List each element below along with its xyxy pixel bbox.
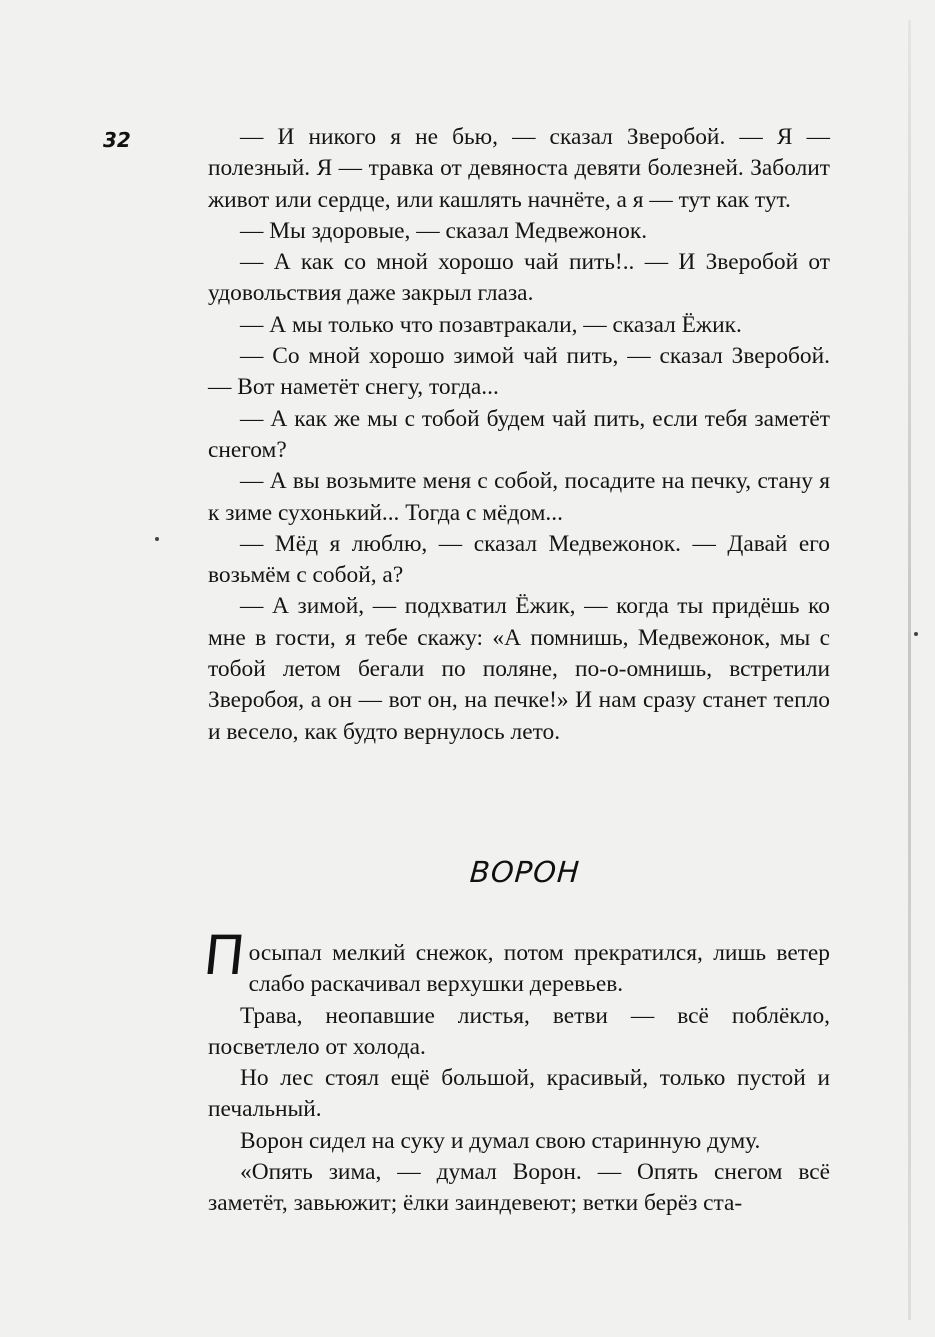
paragraph: — А вы возьмите меня с собой, посадите на печку, стану я к зиме сухонький... Тогда с мёдом... — [208, 468, 830, 526]
paragraph: — А как со мной хорошо чай пить!.. — И Зверобой от удовольствия даже закрыл глаза. — [208, 249, 830, 307]
page-number: 32 — [103, 128, 131, 152]
paragraph: — А как же мы с тобой будем чай пить, если тебя заметёт снегом? — [208, 405, 830, 463]
story-text-bottom — [200, 924, 830, 1220]
paragraph: — Мёд я люблю, — сказал Медвежонок. — Давай его возьмём с собой, а? — [208, 530, 830, 589]
story-text-top — [208, 122, 830, 748]
page-edge-shadow — [908, 20, 911, 1320]
print-speck — [914, 632, 918, 636]
paragraph-with-dropcap — [200, 924, 830, 1001]
drop-cap-letter: П — [200, 924, 248, 987]
paragraph: Но лес стоял ещё большой, красивый, только пустой и печальный. — [208, 1065, 830, 1123]
paragraph: — А мы только что позавтракали, — сказал Ёжик. — [240, 311, 742, 338]
paragraph: — Со мной хорошо зимой чай пить, — сказал Зверобой. — Вот наметёт снегу, тогда... — [208, 343, 830, 401]
print-speck — [155, 537, 159, 541]
paragraph: Ворон сидел на суку и думал свою старинную думу. — [240, 1127, 761, 1154]
chapter-title: ВОРОН — [468, 855, 582, 889]
paragraph-text: осыпал мелкий снежок, потом прекратился, лишь ветер слабо раскачивал верхушки деревьев. — [248, 940, 830, 998]
paragraph: Трава, неопавшие листья, ветви — всё поблёкло, посветлело от холода. — [208, 1002, 830, 1060]
paragraph: «Опять зима, — думал Ворон. — Опять снегом всё заметёт, завьюжит; ёлки заиндевеют; ветки берёз ста- — [208, 1159, 830, 1217]
paragraph: — А зимой, — подхватил Ёжик, — когда ты придёшь ко мне в гости, я тебе скажу: «А помнишь, Медвежонок, мы с тобой летом бегали по поляне, по-о-омнишь, встретили Зверобоя, а он — вот он, на печке!» И нам сразу станет тепло и весело, как будто вернулось лето. — [208, 593, 830, 745]
paragraph: — И никого я не бью, — сказал Зверобой. — Я — полезный. Я — травка от девяноста девяти болезней. Заболит живот или сердце, или кашлять начнёте, а я — тут как тут. — [208, 124, 830, 213]
paragraph: — Мы здоровые, — сказал Медвежонок. — [240, 217, 648, 244]
